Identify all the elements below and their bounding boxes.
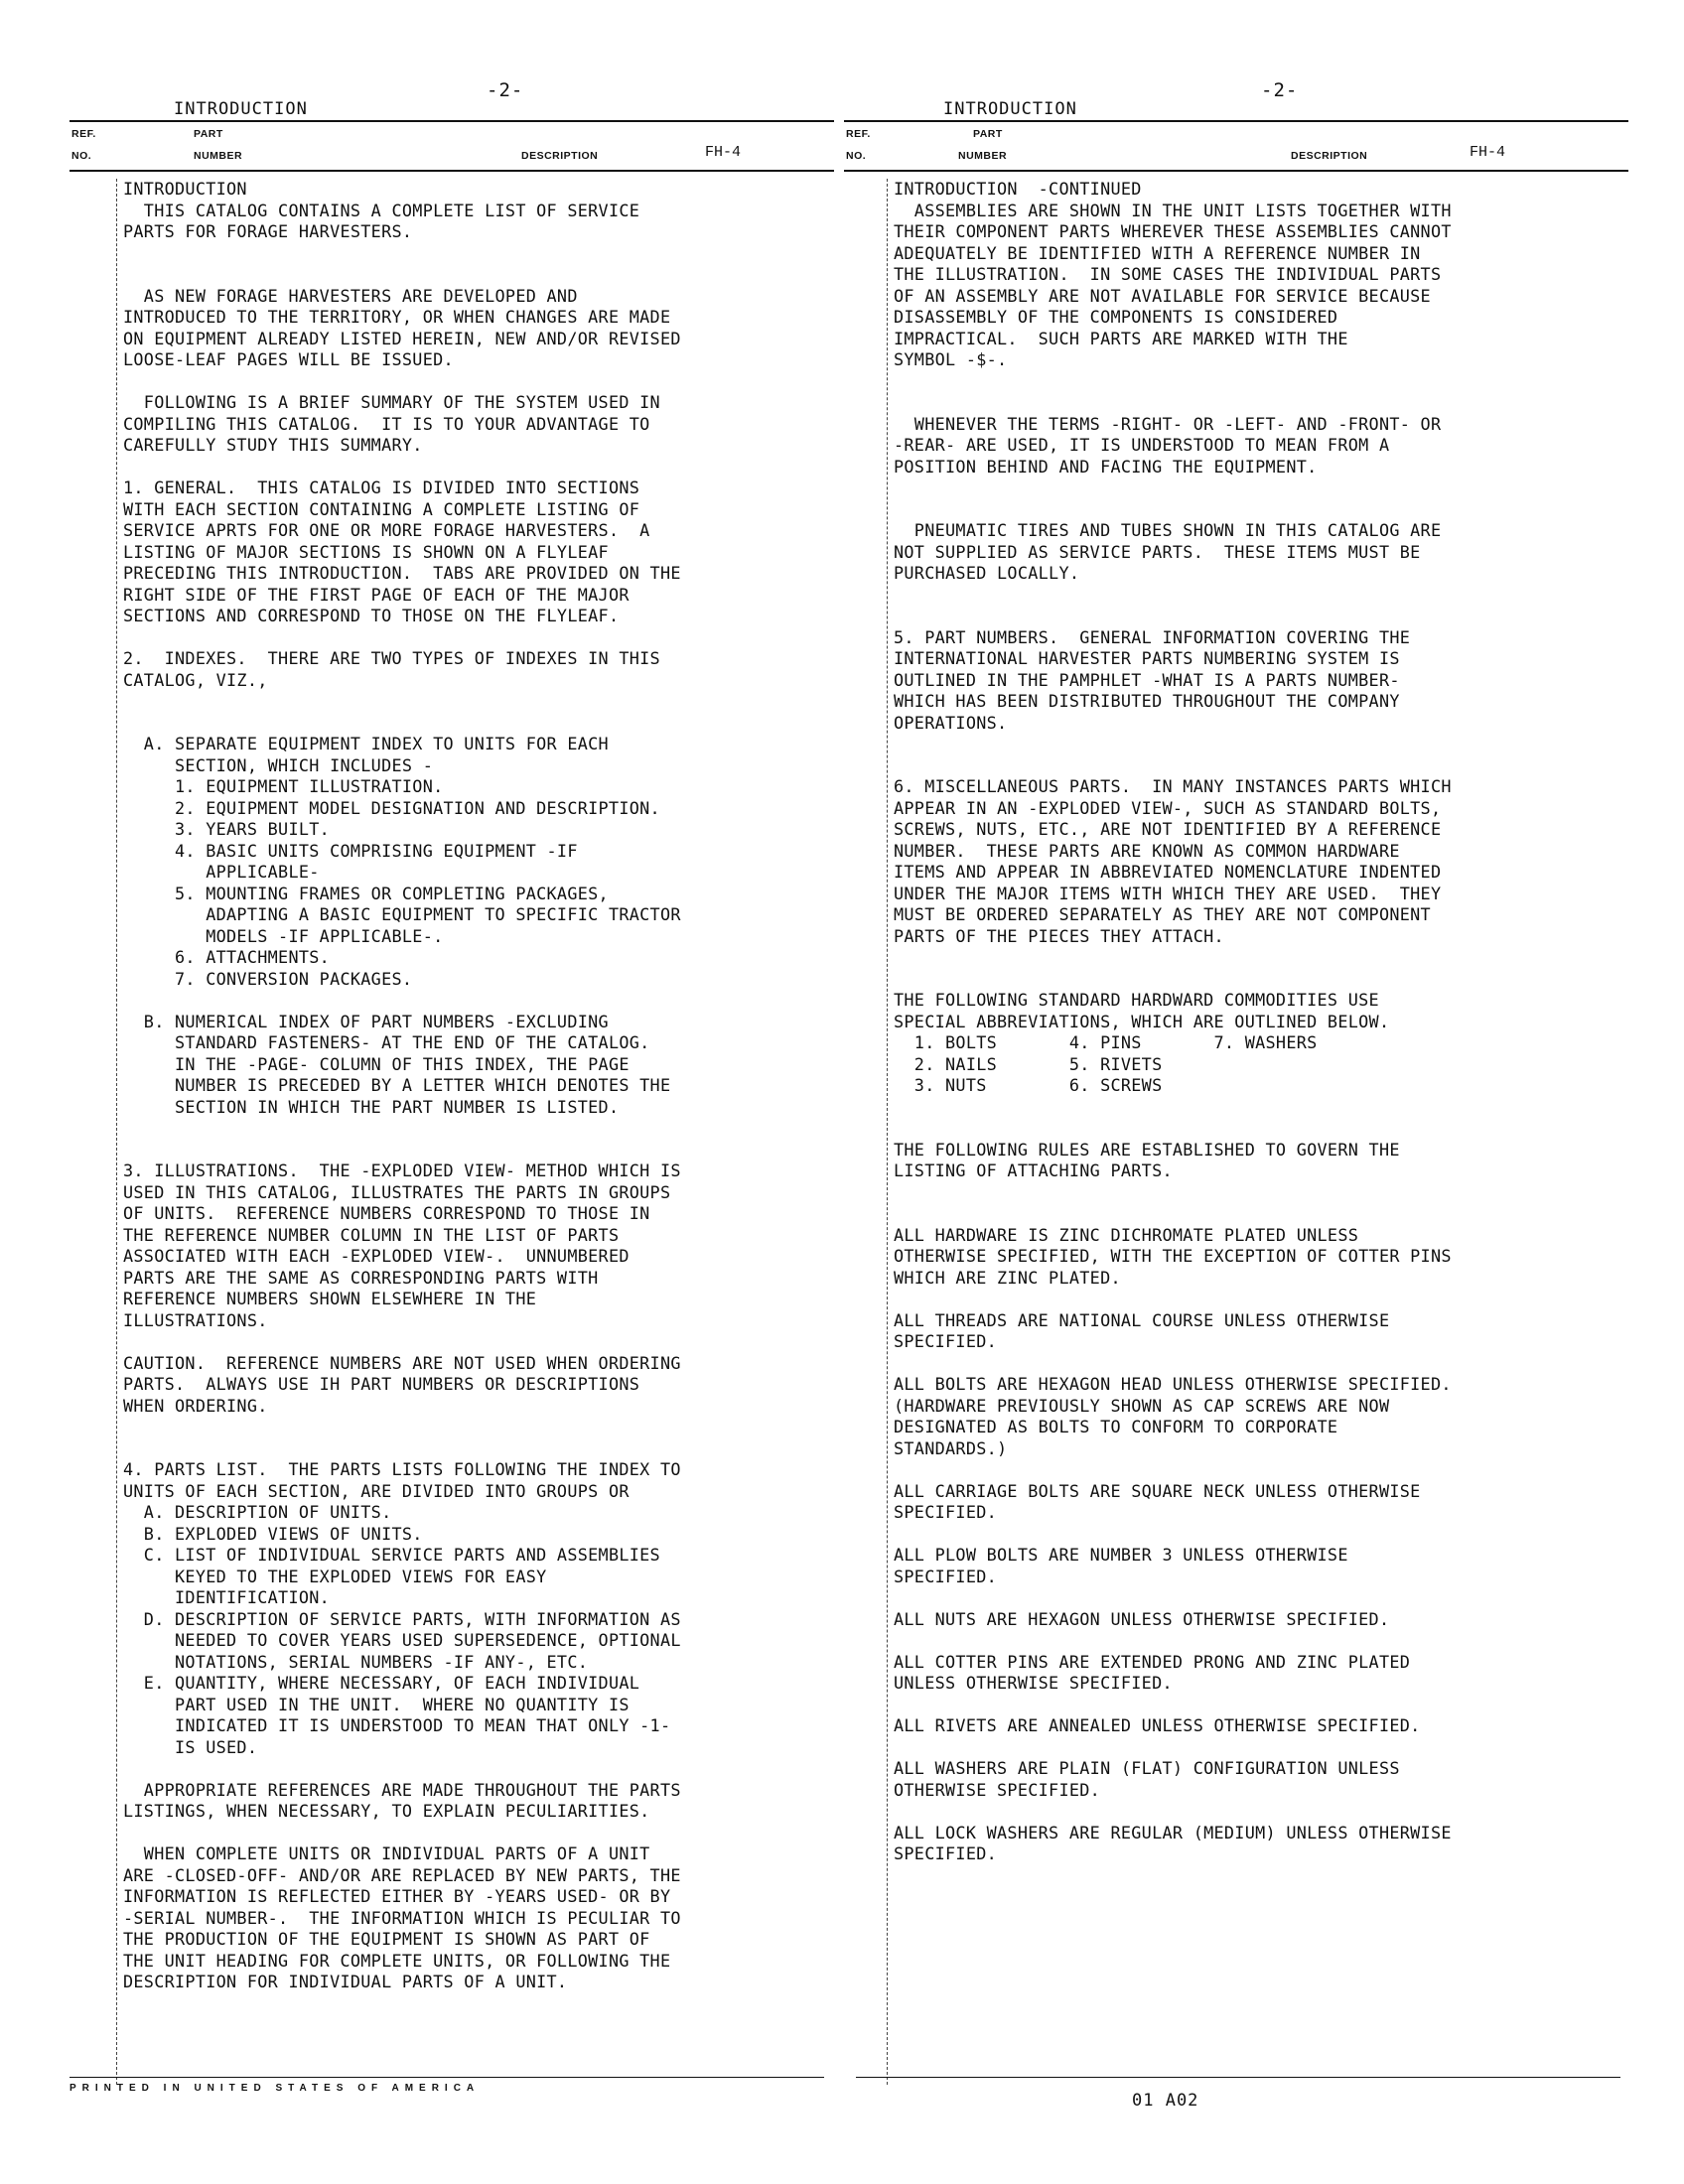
right-column-header — [844, 120, 1628, 172]
left-body-column — [116, 179, 832, 2085]
right-section-label: INTRODUCTION — [943, 99, 1077, 119]
part-label: PART — [194, 128, 223, 140]
footer-code: 01 A02 — [1132, 2091, 1199, 2111]
number-label: NUMBER — [958, 150, 1008, 162]
fh-label: FH-4 — [705, 144, 742, 161]
left-body-text: INTRODUCTION THIS CATALOG CONTAINS A COMPLETE LIST OF SERVICE PARTS FOR FORAGE HARVESTERS. AS NEW FORAGE HARVESTERS ARE DEVELOPED AND INTRODUCED TO THE TERRITORY, OR WHEN CHANGES ARE MADE ON EQUIPMENT ALREADY LISTED HEREIN, NEW AND/OR REVISED LOOSE-LEAF PAGES WILL BE ISSUED. FOLLOWING IS A BRIEF SUMMARY OF THE SYSTEM USED IN COMPILING THIS CATALOG. IT IS TO YOUR ADVANTAGE TO CAREFULLY STUDY THIS SUMMARY. 1. GENERAL. THIS CATALOG IS DIVIDED INTO SECTIONS WITH EACH SECTION CONTAINING A COMPLETE LISTING OF SERVICE APRTS FOR ONE OR MORE FORAGE HARVESTERS. A LISTING OF MAJOR SECTIONS IS SHOWN ON A FLYLEAF PRECEDING THIS INTRODUCTION. TABS ARE PROVIDED ON THE RIGHT SIDE OF THE FIRST PAGE OF EACH OF THE MAJOR SECTIONS AND CORRESPOND TO THOSE ON THE FLYLEAF. 2. INDEXES. THERE ARE TWO TYPES OF INDEXES IN THIS CATALOG, VIZ., A. SEPARATE EQUIPMENT INDEX TO UNITS FOR EACH SECTION, WHICH INCLUDES - 1. EQUIPMENT ILLUSTRATION. 2. EQUIPMENT MODEL DESIGNATION AND DESCRIPTION. 3. YEARS BUILT. 4. BASIC UNITS COMPRISING EQUIPMENT -IF APPLICABLE- 5. MOUNTING FRAMES OR COMPLETING PACKAGES, ADAPTING A BASIC EQUIPMENT TO SPECIFIC TRACTOR MODELS -IF APPLICABLE-. 6. ATTACHMENTS. 7. CONVERSION PACKAGES. B. NUMERICAL INDEX OF PART NUMBERS -EXCLUDING STANDARD FASTENERS- AT THE END OF THE CATALOG. IN THE -PAGE- COLUMN OF THIS INDEX, THE PAGE NUMBER IS PRECEDED BY A LETTER WHICH DENOTES THE SECTION IN WHICH THE PART NUMBER IS LISTED. 3. ILLUSTRATIONS. THE -EXPLODED VIEW- METHOD WHICH IS USED IN THIS CATALOG, ILLUSTRATES THE PARTS IN GROUPS OF UNITS. REFERENCE NUMBERS CORRESPOND TO THOSE IN THE REFERENCE NUMBER COLUMN IN THE LIST OF PARTS ASSOCIATED WITH EACH -EXPLODED VIEW-. UNNUMBERED PARTS ARE THE SAME AS CORRESPONDING PARTS WITH REFERENCE NUMBERS SHOWN ELSEWHERE IN THE ILLUSTRATIONS. CAUTION. REFERENCE NUMBERS ARE NOT USED WHEN ORDERING PARTS. ALWAYS USE IH PART NUMBERS OR DESCRIPTIONS WHEN ORDERING. 4. PARTS LIST. THE PARTS LISTS FOLLOWING THE INDEX TO UNITS OF EACH SECTION, ARE DIVIDED INTO GROUPS OR A. DESCRIPTION OF UNITS. B. EXPLODED VIEWS OF UNITS. C. LIST OF INDIVIDUAL SERVICE PARTS AND ASSEMBLIES KEYED TO THE EXPLODED VIEWS FOR EASY IDENTIFICATION. D. DESCRIPTION OF SERVICE PARTS, WITH INFORMATION AS NEEDED TO COVER YEARS USED SUPERSEDENCE, OPTIONAL NOTATIONS, SERIAL NUMBERS -IF ANY-, ETC. E. QUANTITY, WHERE NECESSARY, OF EACH INDIVIDUAL PART USED IN THE UNIT. WHERE NO QUANTITY IS INDICATED IT IS UNDERSTOOD TO MEAN THAT ONLY -1- IS USED. APPROPRIATE REFERENCES ARE MADE THROUGHOUT THE PARTS LISTINGS, WHEN NECESSARY, TO EXPLAIN PECULIARITIES. WHEN COMPLETE UNITS OR INDIVIDUAL PARTS OF A UNIT ARE -CLOSED-OFF- AND/OR ARE REPLACED BY NEW PARTS, THE INFORMATION IS REFLECTED EITHER BY -YEARS USED- OR BY -SERIAL NUMBER-. THE INFORMATION WHICH IS PECULIAR TO THE PRODUCTION OF THE EQUIPMENT IS SHOWN AS PART OF THE UNIT HEADING FOR COMPLETE UNITS, OR FOLLOWING THE DESCRIPTION FOR INDIVIDUAL PARTS OF A UNIT. — [123, 179, 681, 1991]
no-label: NO. — [71, 150, 92, 162]
description-label: DESCRIPTION — [1291, 150, 1368, 162]
right-body-text: INTRODUCTION -CONTINUED ASSEMBLIES ARE SHOWN IN THE UNIT LISTS TOGETHER WITH THEIR COMPONENT PARTS WHEREVER THESE ASSEMBLIES CANNOT ADEQUATELY BE IDENTIFIED WITH A REFERENCE NUMBER IN THE ILLUSTRATION. IN SOME CASES THE INDIVIDUAL PARTS OF AN ASSEMBLY ARE NOT AVAILABLE FOR SERVICE BECAUSE DISASSEMBLY OF THE COMPONENTS IS CONSIDERED IMPRACTICAL. SUCH PARTS ARE MARKED WITH THE SYMBOL -$-. WHENEVER THE TERMS -RIGHT- OR -LEFT- AND -FRONT- OR -REAR- ARE USED, IT IS UNDERSTOOD TO MEAN FROM A POSITION BEHIND AND FACING THE EQUIPMENT. PNEUMATIC TIRES AND TUBES SHOWN IN THIS CATALOG ARE NOT SUPPLIED AS SERVICE PARTS. THESE ITEMS MUST BE PURCHASED LOCALLY. 5. PART NUMBERS. GENERAL INFORMATION COVERING THE INTERNATIONAL HARVESTER PARTS NUMBERING SYSTEM IS OUTLINED IN THE PAMPHLET -WHAT IS A PARTS NUMBER- WHICH HAS BEEN DISTRIBUTED THROUGHOUT THE COMPANY OPERATIONS. 6. MISCELLANEOUS PARTS. IN MANY INSTANCES PARTS WHICH APPEAR IN AN -EXPLODED VIEW-, SUCH AS STANDARD BOLTS, SCREWS, NUTS, ETC., ARE NOT IDENTIFIED BY A REFERENCE NUMBER. THESE PARTS ARE KNOWN AS COMMON HARDWARE ITEMS AND APPEAR IN ABBREVIATED NOMENCLATURE INDENTED UNDER THE MAJOR ITEMS WITH WHICH THEY ARE USED. THEY MUST BE ORDERED SEPARATELY AS THEY ARE NOT COMPONENT PARTS OF THE PIECES THEY ATTACH. THE FOLLOWING STANDARD HARDWARD COMMODITIES USE SPECIAL ABBREVIATIONS, WHICH ARE OUTLINED BELOW. 1. BOLTS 4. PINS 7. WASHERS 2. NAILS 5. RIVETS 3. NUTS 6. SCREWS THE FOLLOWING RULES ARE ESTABLISHED TO GOVERN THE LISTING OF ATTACHING PARTS. ALL HARDWARE IS ZINC DICHROMATE PLATED UNLESS OTHERWISE SPECIFIED, WITH THE EXCEPTION OF COTTER PINS WHICH ARE ZINC PLATED. ALL THREADS ARE NATIONAL COURSE UNLESS OTHERWISE SPECIFIED. ALL BOLTS ARE HEXAGON HEAD UNLESS OTHERWISE SPECIFIED. (HARDWARE PREVIOUSLY SHOWN AS CAP SCREWS ARE NOW DESIGNATED AS BOLTS TO CONFORM TO CORPORATE STANDARDS.) ALL CARRIAGE BOLTS ARE SQUARE NECK UNLESS OTHERWISE SPECIFIED. ALL PLOW BOLTS ARE NUMBER 3 UNLESS OTHERWISE SPECIFIED. ALL NUTS ARE HEXAGON UNLESS OTHERWISE SPECIFIED. ALL COTTER PINS ARE EXTENDED PRONG AND ZINC PLATED UNLESS OTHERWISE SPECIFIED. ALL RIVETS ARE ANNEALED UNLESS OTHERWISE SPECIFIED. ALL WASHERS ARE PLAIN (FLAT) CONFIGURATION UNLESS OTHERWISE SPECIFIED. ALL LOCK WASHERS ARE REGULAR (MEDIUM) UNLESS OTHERWISE SPECIFIED. — [894, 179, 1452, 1863]
description-label: DESCRIPTION — [521, 150, 599, 162]
left-page-number: -2- — [487, 79, 524, 101]
left-column-header — [70, 120, 834, 172]
right-page-number: -2- — [1261, 79, 1299, 101]
right-footer-line — [856, 2077, 1620, 2078]
no-label: NO. — [846, 150, 867, 162]
right-body-column — [887, 179, 1627, 2085]
ref-label: REF. — [846, 128, 871, 140]
number-label: NUMBER — [194, 150, 243, 162]
part-label: PART — [973, 128, 1003, 140]
left-section-label: INTRODUCTION — [174, 99, 308, 119]
left-footer-line — [70, 2077, 824, 2078]
ref-label: REF. — [71, 128, 96, 140]
imprint: PRINTED IN UNITED STATES OF AMERICA — [70, 2083, 481, 2094]
fh-label: FH-4 — [1470, 144, 1506, 161]
